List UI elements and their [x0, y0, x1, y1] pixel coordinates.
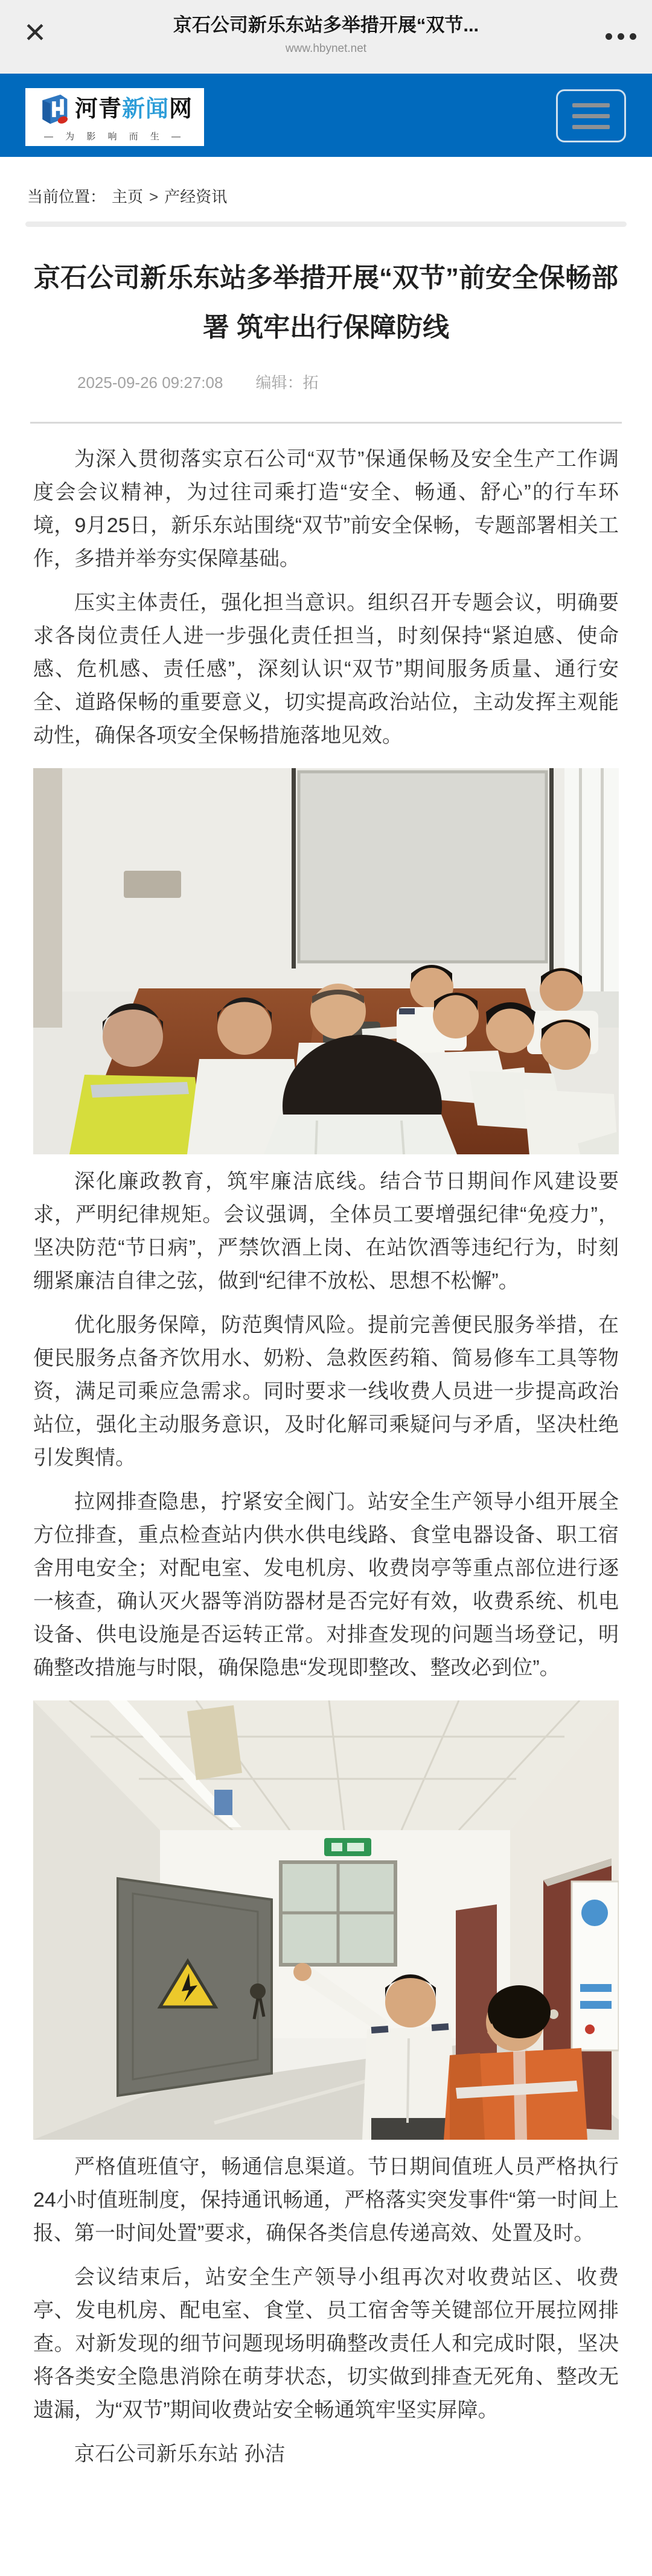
paragraph: 优化服务保障，防范舆情风险。提前完善便民服务举措，在便民服务点备齐饮用水、奶粉、急救医药箱、简易修车工具等物资，满足司乘应急需求。同时要求一线收费人员进一步提高政治站位，强化主动服务意识，及时化解司乘疑问与矛盾，坚决杜绝引发舆情。 [33, 1314, 619, 1469]
article-signature: 京石公司新乐东站 孙洁 [74, 2443, 286, 2466]
logo-text-part3: 网 [169, 96, 193, 122]
article-editor: 编辑：拓 [255, 374, 319, 392]
breadcrumb-label: 当前位置： [27, 188, 106, 206]
site-header [0, 74, 652, 157]
breadcrumb-separator: > [149, 188, 159, 206]
meta-divider [30, 422, 622, 424]
article-title: 京石公司新乐东站多举措开展“双节”前安全保畅部署 筑牢出行保障防线 [34, 263, 618, 342]
paragraph: 为深入贯彻落实京石公司“双节”保通保畅及安全生产工作调度会会议精神，为过往司乘打造“安全、畅通、舒心”的行车环境，9月25日，新乐东站围绕“双节”前安全保畅，专题部署相关工作，多措并举夯实保障基础。 [33, 448, 619, 570]
logo-text-part1: 河青 [74, 96, 122, 122]
article-photo-meeting [33, 768, 619, 1154]
logo-text-part2: 新闻 [121, 96, 169, 122]
browser-top-bar [0, 0, 652, 74]
logo-mark-icon [37, 92, 71, 126]
logo-text [75, 98, 193, 121]
paragraph: 拉网排查隐患，拧紧安全阀门。站安全生产领导小组开展全方位排查，重点检查站内供水供电线路、食堂电器设备、职工宿舍用电安全；对配电室、发电机房、收费岗亭等重点部位进行逐一核查，确认灭火器等消防器材是否完好有效，收费系统、机电设备、供电设施是否运转正常。对排查发现的问题当场登记，明确整改措施与时限，确保隐患“发现即整改、整改必到位”。 [33, 1490, 619, 1679]
article-photo-inspection [33, 1700, 619, 2140]
more-options-icon[interactable] [606, 30, 636, 42]
paragraph: 压实主体责任，强化担当意识。组织召开专题会议，明确要求各岗位责任人进一步强化责任担当，时刻保持“紧迫感、使命感、危机感、责任感”，深刻认识“双节”期间服务质量、通行安全、道路保畅的重要意义，切实提高政治站位，主动发挥主观能动性，确保各项安全保畅措施落地见效。 [33, 591, 619, 747]
article-body [0, 443, 652, 2495]
breadcrumb-divider [25, 221, 627, 227]
paragraph: 深化廉政教育，筑牢廉洁底线。结合节日期间作风建设要求，严明纪律规矩。会议强调，全体员工要增强纪律“免疫力”，坚决防范“节日病”，严禁饮酒上岗、在站饮酒等违纪行为，时刻绷紧廉洁自律之弦，做到“纪律不放松、思想不松懈”。 [33, 1170, 619, 1293]
paragraph: 会议结束后，站安全生产领导小组再次对收费站区、收费亭、发电机房、配电室、食堂、员工宿舍等关键部位开展拉网排查。对新发现的细节问题现场明确整改责任人和完成时限，坚决将各类安全隐患消除在萌芽状态，切实做到排查无死角、整改无遗漏，为“双节”期间收费站安全畅通筑牢坚实屏障。 [33, 2266, 619, 2422]
browser-page-title: 京石公司新乐东站多举措开展“双节... [173, 14, 479, 36]
breadcrumb-home-link[interactable]: 主页 [112, 188, 144, 206]
breadcrumb [0, 157, 652, 221]
paragraph: 严格值班值守，畅通信息渠道。节日期间值班人员严格执行24小时值班制度，保持通讯畅通，严格落实突发事件“第一时间上报、第一时间处置”要求，确保各类信息传递高效、处置及时。 [33, 2155, 619, 2245]
close-icon[interactable]: ✕ [23, 17, 47, 48]
browser-url: www.hbynet.net [285, 42, 367, 55]
logo-slogan: — 为 影 响 而 生 — [43, 131, 185, 142]
article-meta [77, 370, 652, 393]
article-date: 2025-09-26 09:27:08 [77, 374, 223, 392]
breadcrumb-category-link[interactable]: 产经资讯 [164, 188, 228, 206]
hamburger-menu-icon[interactable] [556, 89, 626, 142]
site-logo[interactable] [25, 88, 204, 146]
inspection-photo-illustration [33, 1700, 619, 2140]
meeting-photo-illustration [33, 768, 619, 1154]
